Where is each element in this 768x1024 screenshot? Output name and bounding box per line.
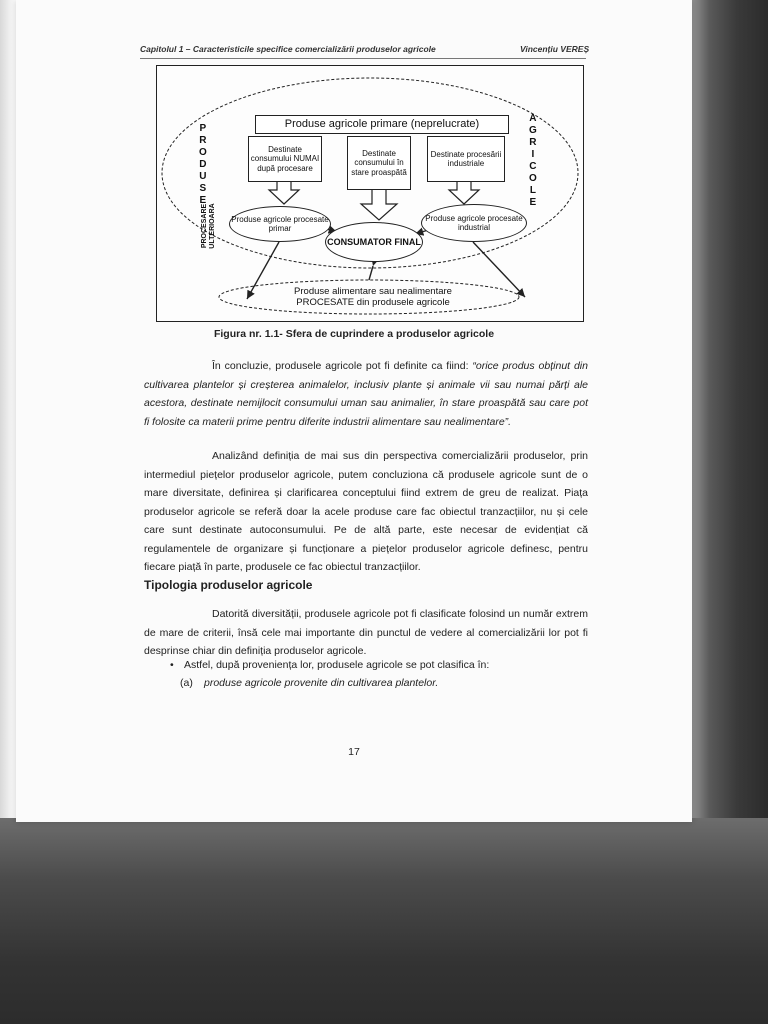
procesare-ulterioara-label	[201, 196, 257, 256]
letter: D	[199, 159, 207, 170]
arrow-consumator	[361, 188, 397, 220]
figure-diagram	[156, 65, 584, 322]
paragraph-typology: Datorită diversității, produsele agricole pot fi clasificate folosind un număr extrem de mare de criterii, însă cele mai importante din punctul de vedere al comercializării lor pot fi desprinse chiar din definiția produselor agricole.	[144, 608, 588, 657]
paragraph-analysis: Analizând definiția de mai sus din perspectiva comercializării produselor, prin intermediul piețelor produselor agricole, putem concluziona că produsele agricole sunt de o mare diversitate, definirea și clarificarea conceptului fiind extrem de greu de realizat. Piața produselor agricole se referă doar la acele produse care fac obiectul tranzacțiilor, nu și cele care sunt destinate autoconsumului. Pe de altă parte, este necesar de evidențiat că regulamentele de organizare și funcționare a piețelor produselor agricole definesc, pentru fiecare piață în parte, produsele ce fac obiectul tranzacțiilor.	[144, 450, 588, 573]
bullet-text: Astfel, după proveniența lor, produsele agricole se pot clasifica în:	[184, 659, 490, 671]
letter: C	[529, 161, 537, 172]
box-consum-dupa-procesare: Destinate consumului NUMAI după procesare	[248, 136, 322, 182]
bullet-item	[170, 659, 489, 671]
letter: S	[199, 183, 207, 194]
figure-caption: Figura nr. 1.1- Sfera de cuprindere a produselor agricole	[213, 328, 495, 340]
vertical-label-line1: PROCESARE	[201, 203, 208, 249]
running-header-chapter: Capitolul 1 – Caracteristicile specifice comercializării produselor agricole	[140, 44, 436, 54]
letter: O	[199, 147, 207, 158]
letter: U	[199, 171, 207, 182]
procesate-label-line1: Produse alimentare sau nealimentare	[294, 286, 452, 297]
procesate-label-line2: PROCESATE din produsele agricole	[296, 297, 450, 309]
scan-left-edge	[0, 0, 16, 818]
bullet-icon: •	[170, 659, 174, 671]
oval-consumator-final: CONSUMATOR FINAL	[325, 222, 423, 262]
paragraph-definition	[144, 357, 588, 431]
box-consum-proaspat: Destinate consumului în stare proaspătă	[347, 136, 411, 190]
page-number: 17	[348, 746, 360, 758]
vertical-label-line2: ULTERIOARA	[208, 203, 216, 249]
definition-intro: În concluzie, produsele agricole pot fi definite ca fiind:	[212, 360, 473, 372]
diagram-connectors	[157, 66, 583, 321]
arrow-primar	[269, 180, 299, 204]
letter: E	[529, 197, 537, 208]
letter: G	[529, 125, 537, 136]
procesate-label	[253, 286, 493, 309]
oval-procesate-primar: Produse agricole procesate primar	[229, 206, 331, 242]
letter: L	[529, 185, 536, 196]
sub-list-item	[180, 677, 438, 689]
sub-item-text: produse agricole provenite din cultivarea plantelor.	[204, 677, 439, 689]
arrow-industrial	[449, 180, 479, 204]
header-rule	[140, 58, 586, 59]
scan-bottom-shadow	[0, 818, 768, 1024]
letter: I	[531, 149, 535, 160]
definition-quote: “orice produs obținut din cultivarea plantelor și creșterea animalelor, inclusiv plante și animale vii sau numai părți ale acestora, destinate nemijlocit consumului uman sau animalier, în stare proaspătă sau care pot fi folosite ca materii prime pentru diferite industrii alimentare sau nealimentare”.	[144, 360, 588, 428]
document-page	[16, 0, 692, 822]
agricole-vertical-letters	[529, 114, 537, 208]
running-header-author: Vincențiu VEREȘ	[520, 44, 590, 54]
letter: E	[199, 195, 207, 206]
box-produse-primare: Produse agricole primare (neprelucrate)	[255, 115, 509, 134]
letter: O	[529, 173, 537, 184]
letter: R	[529, 137, 537, 148]
letter: P	[199, 123, 207, 134]
produse-vertical-letters	[199, 124, 207, 206]
oval-procesate-industrial: Produse agricole procesate industrial	[421, 204, 527, 242]
sub-item-label: (a)	[180, 677, 193, 689]
letter: A	[529, 113, 537, 124]
box-procesare-industriala: Destinate procesării industriale	[427, 136, 505, 182]
letter: R	[199, 135, 207, 146]
section-heading: Tipologia produselor agricole	[144, 578, 313, 592]
